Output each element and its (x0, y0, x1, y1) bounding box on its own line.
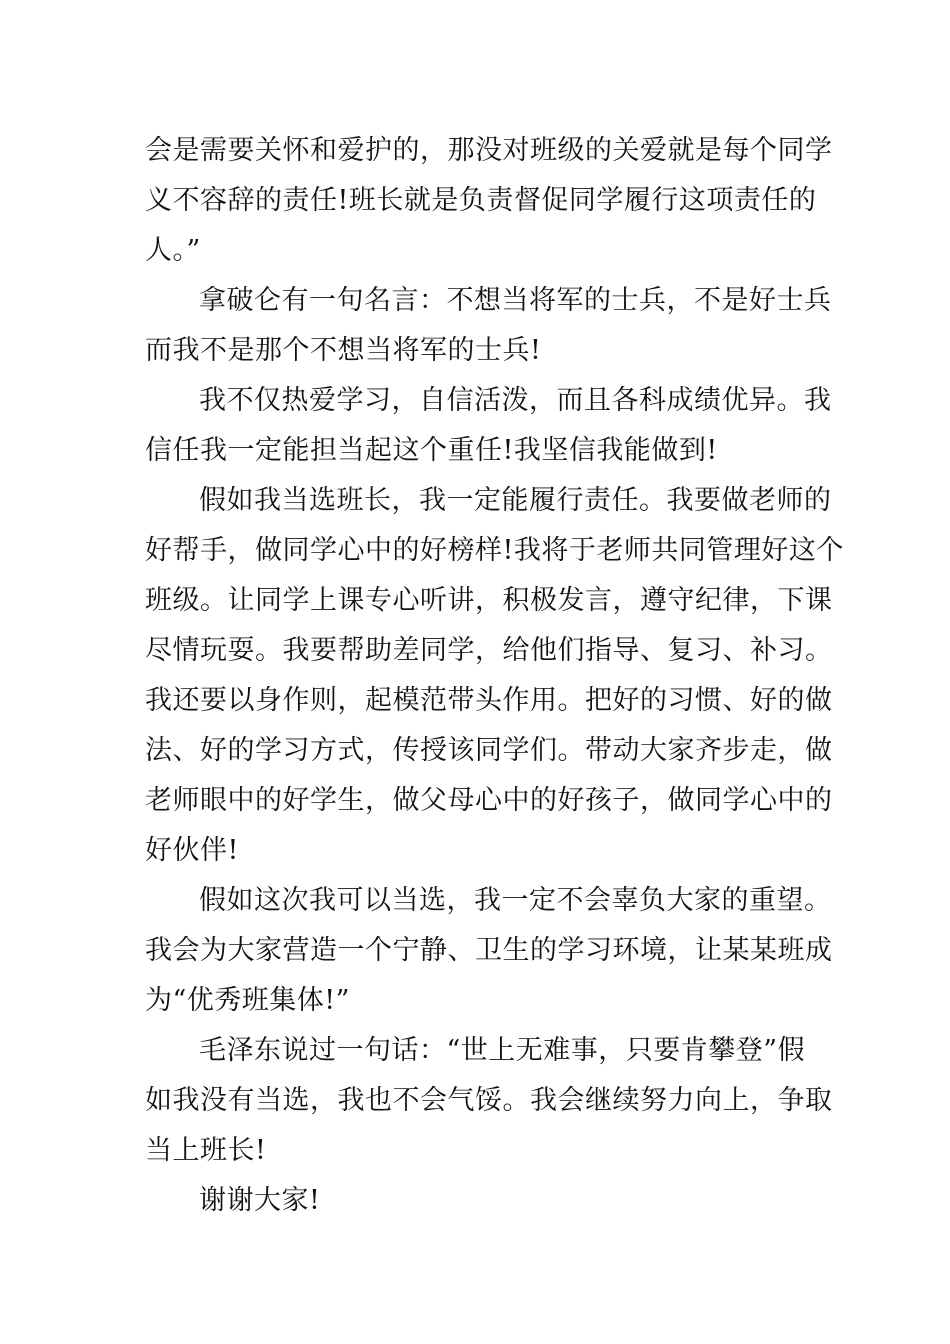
text-line: 好帮手，做同学心中的好榜样!我将于老师共同管理好这个 (145, 535, 844, 566)
text-line: 而我不是那个不想当将军的士兵! (145, 335, 542, 366)
text-line: 会是需要关怀和爱护的，那没对班级的关爱就是每个同学 (145, 135, 833, 166)
document-body (145, 126, 844, 1226)
paragraph-6 (145, 1026, 833, 1176)
text-line: 假如我当选班长，我一定能履行责任。我要做老师的 (199, 485, 832, 516)
text-line: 毛泽东说过一句话：“世上无难事，只要肯攀登”假 (199, 1035, 806, 1066)
text-line: 为“优秀班集体!” (145, 985, 350, 1016)
paragraph-2 (145, 276, 832, 376)
text-line: 尽情玩耍。我要帮助差同学，给他们指导、复习、补习。 (145, 635, 833, 666)
paragraph-3 (145, 376, 832, 476)
text-line: 班级。让同学上课专心听讲，积极发言，遵守纪律，下课 (145, 585, 833, 616)
text-line: 法、好的学习方式，传授该同学们。带动大家齐步走，做 (145, 735, 833, 766)
text-line: 人。” (145, 235, 201, 266)
text-line: 我不仅热爱学习，自信活泼，而且各科成绩优异。我 (199, 385, 832, 416)
paragraph-5 (145, 876, 833, 1026)
text-line: 拿破仑有一句名言：不想当将军的士兵，不是好士兵 (199, 285, 832, 316)
paragraph-1 (145, 126, 833, 276)
paragraph-7 (145, 1176, 810, 1226)
text-line: 假如这次我可以当选，我一定不会辜负大家的重望。 (199, 885, 832, 916)
text-line: 老师眼中的好学生，做父母心中的好孩子，做同学心中的 (145, 785, 833, 816)
text-line: 义不容辞的责任!班长就是负责督促同学履行这项责任的 (145, 185, 817, 216)
text-line: 谢谢大家! (199, 1185, 321, 1216)
text-line: 我会为大家营造一个宁静、卫生的学习环境，让某某班成 (145, 935, 833, 966)
text-line: 信任我一定能担当起这个重任!我坚信我能做到! (145, 435, 718, 466)
text-line: 我还要以身作则，起模范带头作用。把好的习惯、好的做 (145, 685, 833, 716)
text-line: 当上班长! (145, 1135, 267, 1166)
paragraph-4 (145, 476, 844, 876)
text-line: 如我没有当选，我也不会气馁。我会继续努力向上，争取 (145, 1085, 833, 1116)
text-line: 好伙伴! (145, 835, 239, 866)
